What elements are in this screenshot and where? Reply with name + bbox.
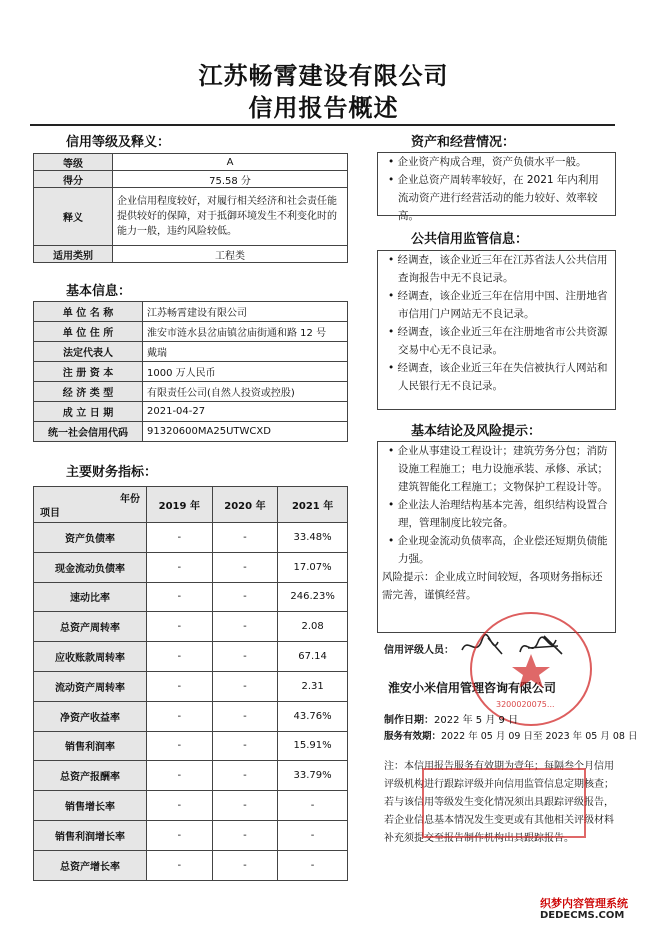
credit-table: 等级 A 得分 75.58 分 释义 企业信用程度较好，对履行相关经济和社会责任能提供较好的保障，对于抵御环境发生不利变化时的能力一般，违约风险较低。 适用类别 工程类 bbox=[33, 153, 348, 263]
risk-box bbox=[377, 441, 616, 633]
risk-item: • 企业法人治理结构基本完善，组织结构设置合理，管理制度比较完备。 bbox=[388, 499, 608, 529]
assets-item: • 企业总资产周转率较好，在 2021 年内利用流动资产进行经营活动的能力较好、效率较高。 bbox=[388, 174, 599, 222]
public-item: • 经调查，该企业近三年在注册地省市公共资源交易中心无不良记录。 bbox=[388, 326, 608, 356]
company-title: 江苏畅霄建设有限公司 bbox=[198, 61, 449, 90]
rect-stamp bbox=[422, 768, 586, 838]
credit-heading: 信用等级及释义： bbox=[66, 135, 171, 150]
risk-item: • 企业现金流动负债率高，企业偿还短期负债能力强。 bbox=[388, 535, 608, 565]
finance-heading: 主要财务指标： bbox=[66, 465, 158, 480]
finance-table: 年份 项目 2019 年 2020 年 2021 年 资产负债率 - - 33.48% 现金流动负债率 - - 17.07% 速动比率 - - 246.23% 总资产周转率 - - 2.08 应收账款周转率 - - 67.14 流动资产周转率 - - 2.31 净资产收益率 - - 43.76% 销售利润率 - - 15.91% 总资产报酬率 - - 33.79% 销售增长率 - - - 销售利润增长率 - - - 总资产增长率 - - - bbox=[33, 486, 348, 881]
risk-item: • 企业从事建设工程设计；建筑劳务分包；消防设施工程施工；电力设施承装、承修、承试；建筑智能化工程施工；文物保护工程设计等。 bbox=[388, 445, 608, 493]
valid-label: 服务有效期： bbox=[384, 731, 442, 742]
risk-note: 风险提示：企业成立时间较短，各项财务指标还需完善，谨慎经营。 bbox=[382, 571, 603, 601]
public-item: • 经调查，该企业近三年在信用中国、注册地省市信用门户网站无不良记录。 bbox=[388, 290, 608, 320]
watermark-line1: 织梦内容管理系统 bbox=[540, 897, 628, 910]
basic-table: 单 位 名 称 江苏畅霄建设有限公司 单 位 住 所 淮安市涟水县岔庙镇岔庙街通和路 12 号 法定代表人 戴瑞 注 册 资 本 1000 万人民币 经 济 类 型 有限责任公司(自然人投资或控股) 成 立 日 期 2021-04-27 统一社会信用代码 91320600MA25UTWCXD bbox=[33, 301, 348, 442]
made-label: 制作日期： bbox=[384, 715, 434, 726]
valid-range: 服务有效期：2022 年 05 月 09 日至 2023 年 05 月 08 日 bbox=[384, 731, 638, 742]
footer-note: 注：本信用报告服务有效期为壹年；每隔叁个月信用评级机构进行跟踪评级并向信用监管信息定期核查；若与该信用等级发生变化情况须出具跟踪评级报告，若企业信息基本情况发生变更或有其他相关评级材料补充须提交至报告制作机构出具跟踪报告。 bbox=[384, 761, 614, 844]
public-box bbox=[377, 250, 616, 410]
assets-box bbox=[377, 152, 616, 222]
finance-corner: 年份 项目 bbox=[34, 487, 147, 523]
assets-item: • 企业资产构成合理，资产负债水平一般。 bbox=[388, 156, 587, 168]
assets-heading: 资产和经营情况： bbox=[411, 135, 516, 150]
agency-name: 淮安小米信用管理咨询有限公司 bbox=[388, 681, 557, 695]
report-subtitle: 信用报告概述 bbox=[248, 93, 399, 122]
public-item: • 经调查，该企业近三年在失信被执行人网站和人民银行无不良记录。 bbox=[388, 362, 608, 392]
made-date: 制作日期：2022 年 5 月 9 日 bbox=[384, 715, 519, 726]
risk-heading: 基本结论及风险提示： bbox=[411, 424, 542, 439]
header-rule bbox=[30, 124, 615, 126]
company-seal bbox=[470, 612, 592, 726]
basic-heading: 基本信息： bbox=[66, 284, 132, 299]
seal-number: 3200020075... bbox=[496, 700, 555, 709]
watermark-line2: DEDECMS.COM bbox=[540, 910, 625, 921]
public-item: • 经调查，该企业近三年在江苏省法人公共信用查询报告中无不良记录。 bbox=[388, 254, 608, 284]
rater-label: 信用评级人员： bbox=[384, 645, 454, 656]
public-heading: 公共信用监管信息： bbox=[411, 232, 529, 247]
